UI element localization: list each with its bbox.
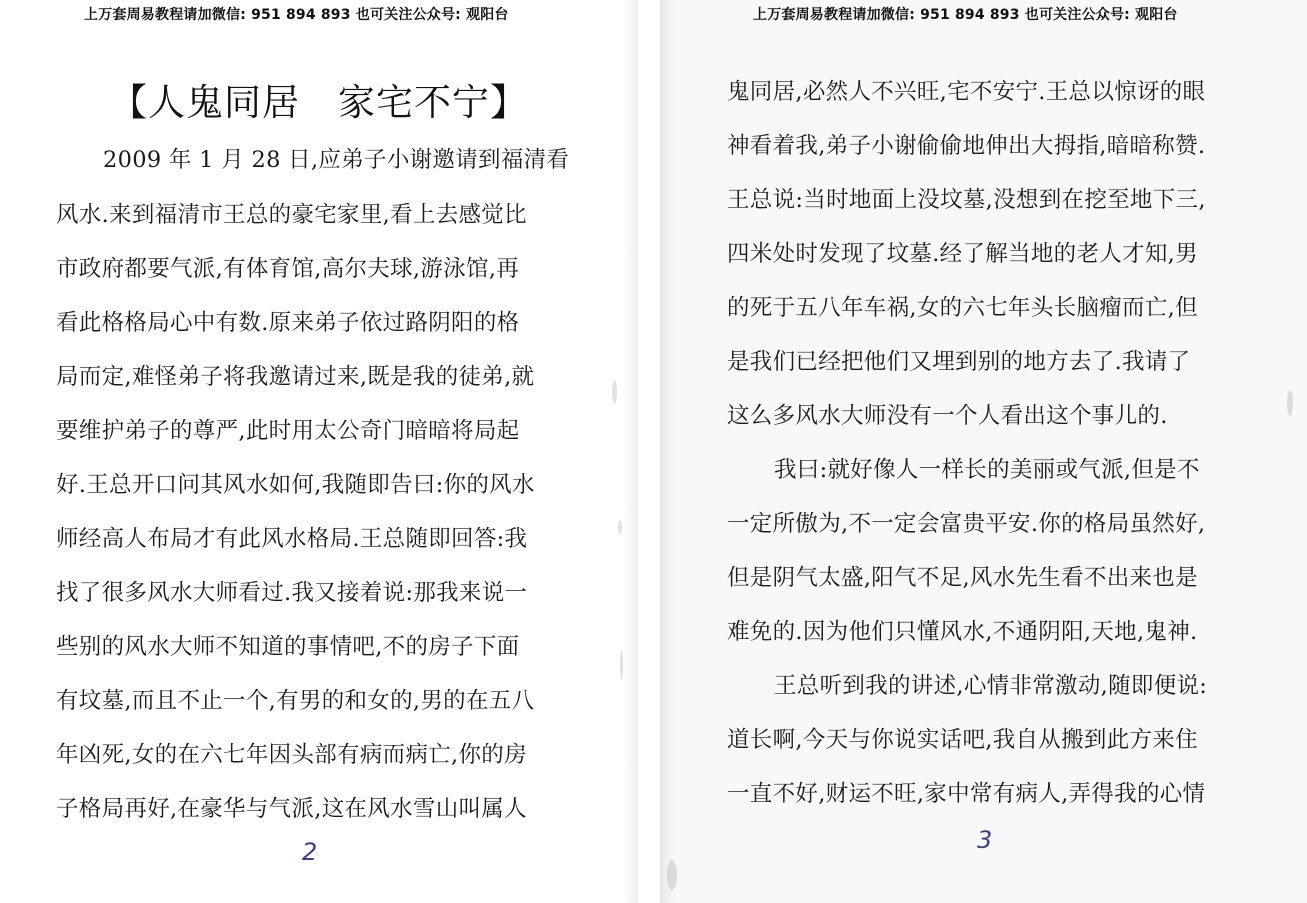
left-page [0, 0, 638, 903]
left-body-line: 些别的风水大师不知道的事情吧,不的房子下面 [56, 634, 520, 660]
scan-speckle [618, 520, 622, 534]
scan-speckle [620, 650, 623, 680]
right-body-line: 鬼同居,必然人不兴旺,宅不安宁.王总以惊讶的眼 [727, 79, 1206, 105]
left-body-line: 子格局再好,在豪华与气派,这在风水雪山叫属人 [56, 796, 527, 822]
right-page [660, 0, 1307, 903]
left-body-line: 好.王总开口问其风水如何,我随即告曰:你的风水 [56, 472, 535, 498]
right-page-edge-shadow [661, 0, 675, 903]
right-body-line: 但是阴气太盛,阳气不足,风水先生看不出来也是 [727, 565, 1198, 591]
left-body-line: 风水.来到福清市王总的豪宅家里,看上去感觉比 [56, 202, 527, 228]
left-body-line: 市政府都要气派,有体育馆,高尔夫球,游泳馆,再 [56, 256, 520, 282]
left-page-edge-shadow [624, 0, 638, 903]
right-body-line: 是我们已经把他们又埋到别的地方去了.我请了 [727, 349, 1191, 375]
page-gutter [638, 0, 660, 903]
right-body-line: 王总听到我的讲述,心情非常激动,随即便说: [774, 673, 1208, 699]
left-body-line: 找了很多风水大师看过.我又接着说:那我来说一 [56, 580, 528, 606]
left-page-number: 2 [302, 838, 318, 866]
right-body-line: 神看着我,弟子小谢偷偷地伸出大拇指,暗暗称赞. [727, 133, 1206, 159]
article-title: 【人鬼同居 家宅不宁】 [110, 81, 528, 124]
right-body-line: 王总说:当时地面上没坟墓,没想到在挖至地下三, [727, 187, 1206, 213]
left-body-line: 要维护弟子的尊严,此时用太公奇门暗暗将局起 [56, 418, 520, 444]
right-body-line: 四米处时发现了坟墓.经了解当地的老人才知,男 [727, 241, 1198, 267]
right-body-line: 一定所傲为,不一定会富贵平安.你的格局虽然好, [727, 511, 1206, 537]
right-page-header: 上万套周易教程请加微信: 951 894 893 也可关注公众号: 观阳台 [753, 7, 1178, 23]
left-body-line: 局而定,难怪弟子将我邀请过来,既是我的徒弟,就 [56, 364, 535, 390]
scan-speckle [1287, 390, 1293, 416]
right-body-line: 难免的.因为他们只懂风水,不通阴阳,天地,鬼神. [727, 619, 1198, 645]
left-body-line: 看此格格局心中有数.原来弟子依过路阴阳的格 [56, 310, 520, 336]
right-body-line: 我曰:就好像人一样长的美丽或气派,但是不 [774, 457, 1200, 483]
left-body-line: 年凶死,女的在六七年因头部有病而病亡,你的房 [56, 742, 527, 768]
right-body-line: 这么多风水大师没有一个人看出这个事儿的. [727, 403, 1168, 429]
scan-speckle [667, 860, 677, 890]
scan-speckle [612, 380, 617, 404]
left-page-header: 上万套周易教程请加微信: 951 894 893 也可关注公众号: 观阳台 [84, 7, 509, 23]
right-body-line: 道长啊,今天与你说实话吧,我自从搬到此方来住 [727, 727, 1198, 753]
left-body-line: 有坟墓,而且不止一个,有男的和女的,男的在五八 [56, 688, 535, 714]
right-page-number: 3 [977, 826, 993, 854]
right-body-line: 的死于五八年车祸,女的六七年头长脑瘤而亡,但 [727, 295, 1198, 321]
left-body-line: 师经高人布局才有此风水格局.王总随即回答:我 [56, 526, 528, 552]
right-body-line: 一直不好,财运不旺,家中常有病人,弄得我的心情 [727, 781, 1206, 807]
left-body-line: 2009 年 1 月 28 日,应弟子小谢邀请到福清看 [103, 147, 570, 173]
